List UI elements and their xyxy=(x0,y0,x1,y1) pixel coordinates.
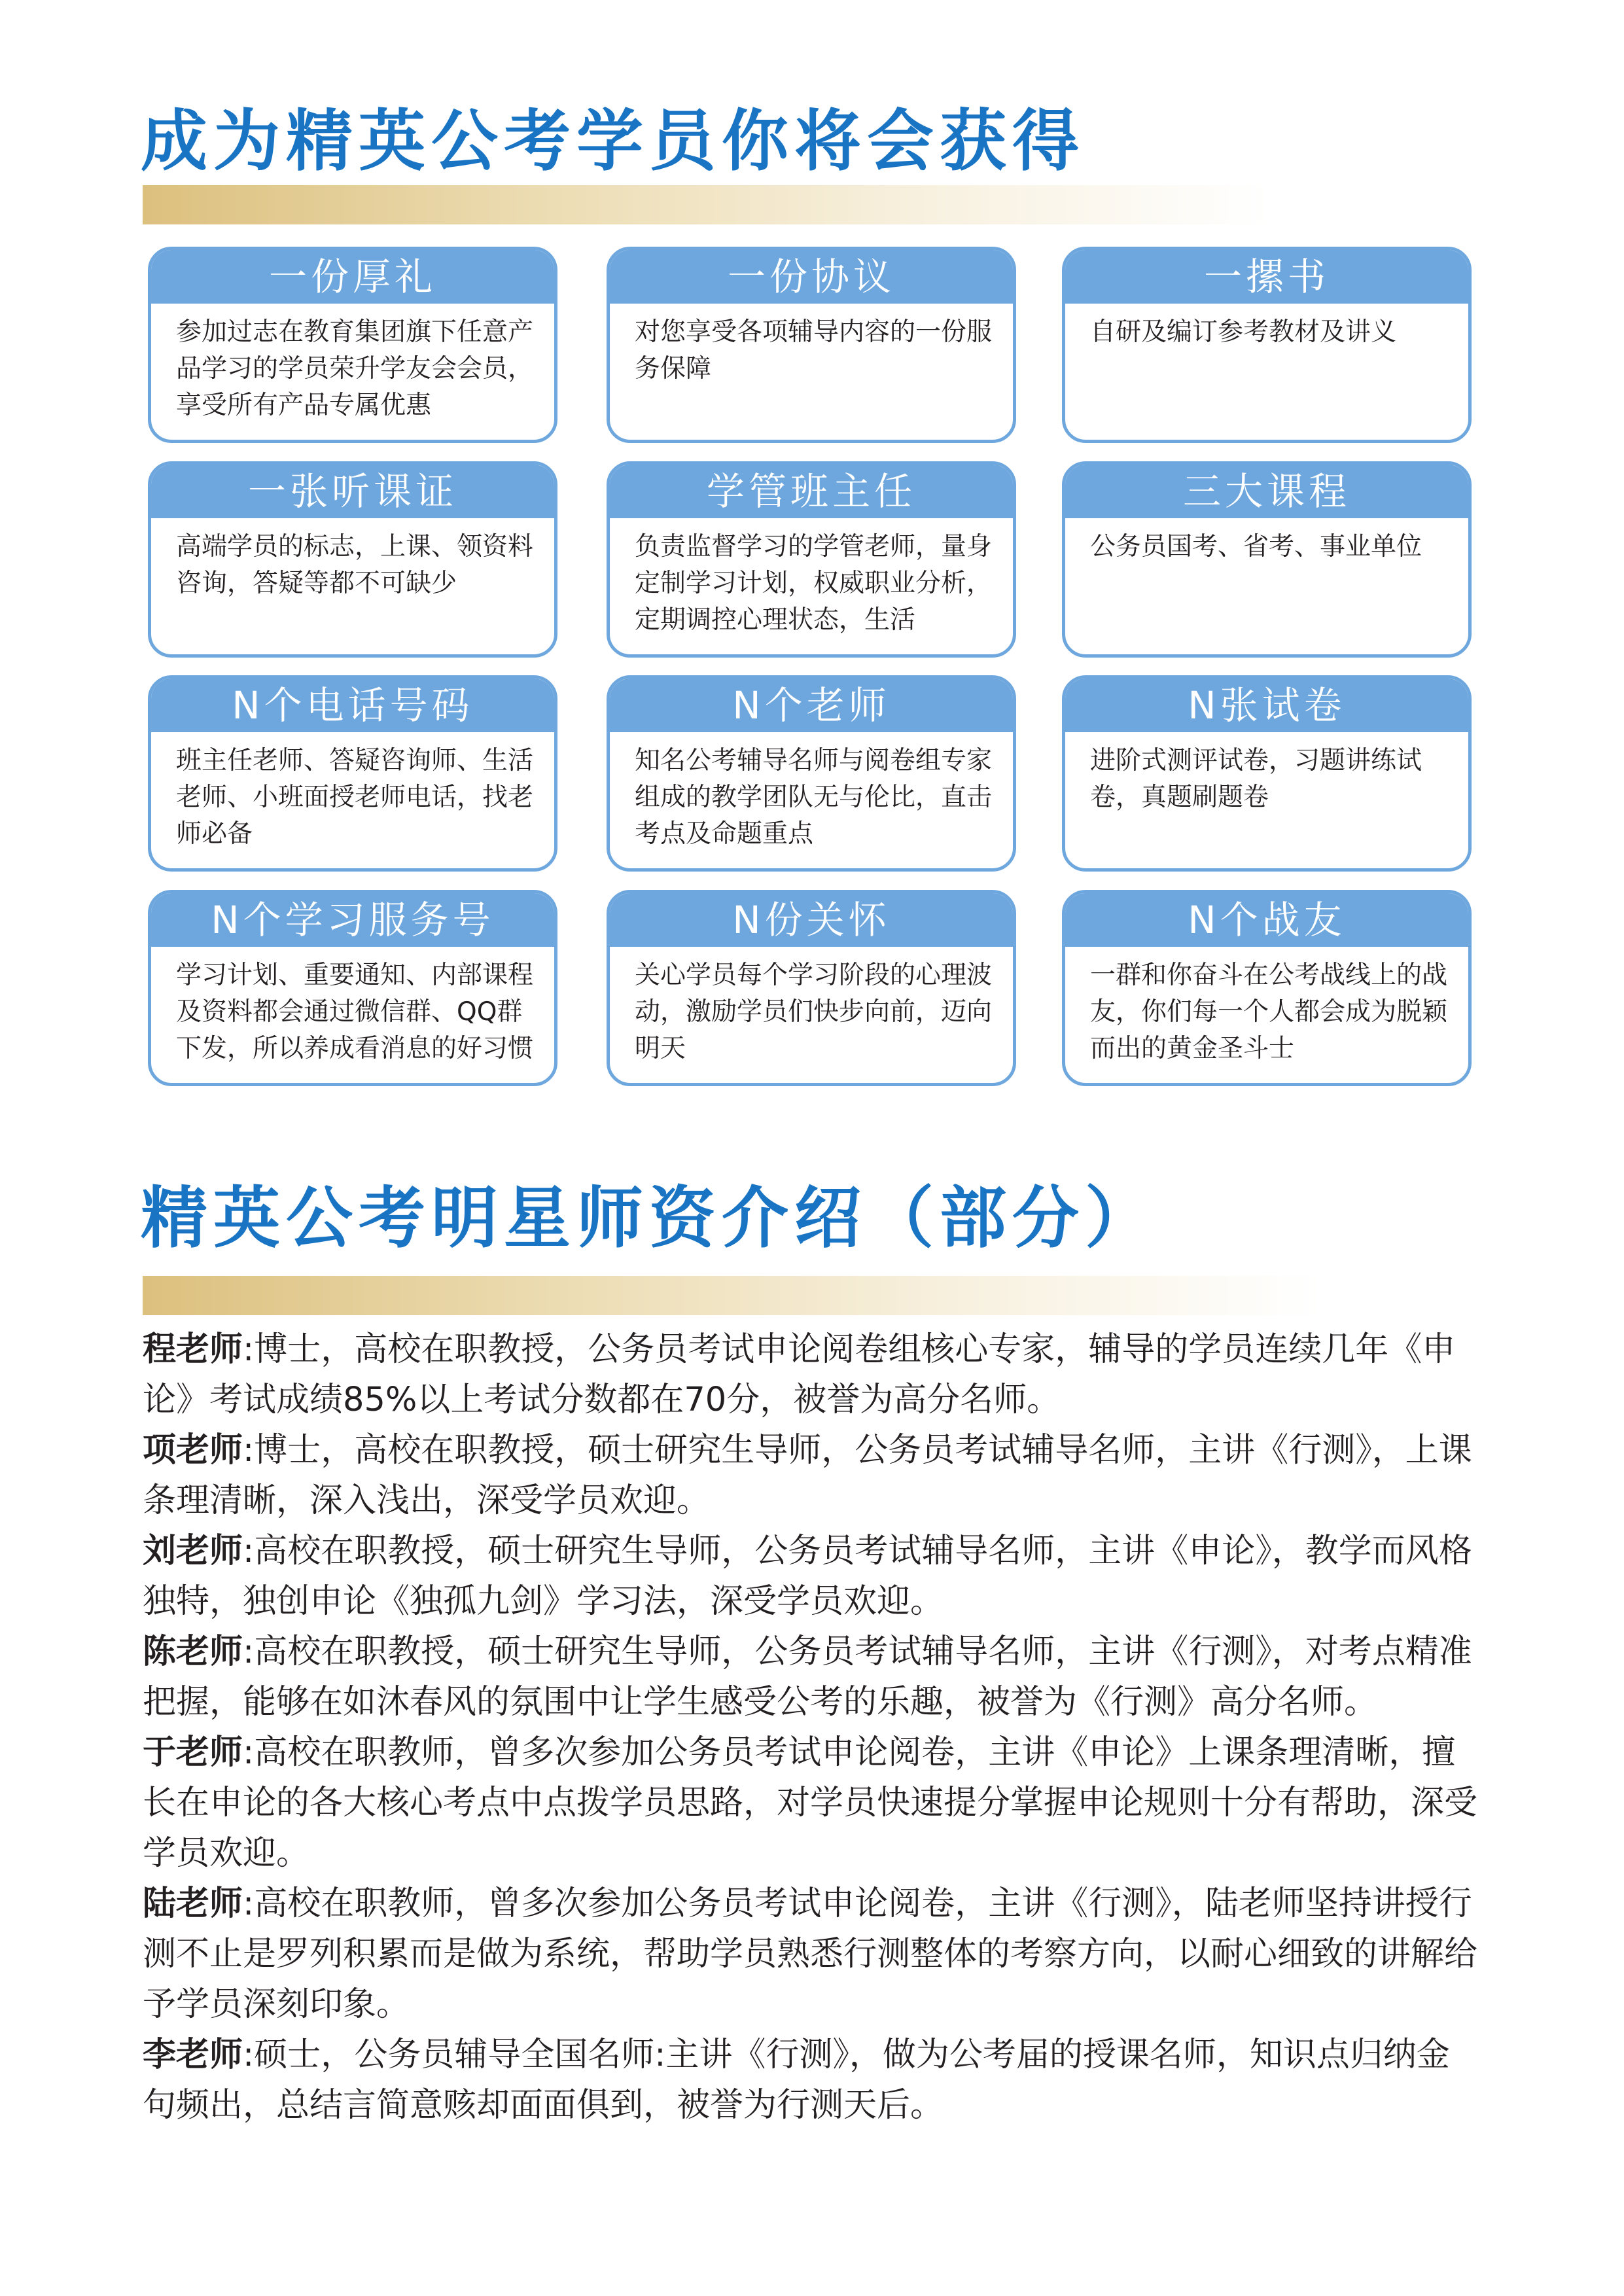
teacher-entry xyxy=(143,1324,1477,1425)
teacher-name: 于老师 xyxy=(143,1733,243,1772)
teacher-description: :博士，高校在职教授，硕士研究生导师，公务员考试辅导名师，主讲《行测》，上课条理清晰，深入浅出，深受学员欢迎。 xyxy=(143,1431,1472,1520)
benefit-card-title: N个学习服务号 xyxy=(151,893,554,947)
teacher-description: :博士，高校在职教授，公务员考试申论阅卷组核心专家，辅导的学员连续几年《申论》考试成绩85%以上考试分数都在70分，被誉为高分名师。 xyxy=(143,1330,1456,1419)
benefit-card-text: 一群和你奋斗在公考战线上的战友，你们每一个人都会成为脱颖而出的黄金圣斗士 xyxy=(1090,961,1448,1063)
benefit-card xyxy=(148,461,557,658)
benefit-card-title: 三大课程 xyxy=(1065,465,1468,518)
teacher-entry xyxy=(143,1425,1477,1526)
benefit-card-text: 关心学员每个学习阶段的心理波动，激励学员们快步向前，迈向明天 xyxy=(635,961,993,1063)
benefit-card-title: N张试卷 xyxy=(1065,679,1468,732)
teacher-name: 李老师 xyxy=(143,2036,243,2074)
benefit-card-text: 班主任老师、答疑咨询师、生活老师、小班面授老师电话，找老师必备 xyxy=(176,746,534,849)
section-title-benefits: 成为精英公考学员你将会获得 xyxy=(141,103,1085,181)
benefit-card-title: 学管班主任 xyxy=(610,465,1013,518)
benefit-card-title: 一份厚礼 xyxy=(151,250,554,304)
benefit-card-text: 知名公考辅导名师与阅卷组专家组成的教学团队无与伦比，直击考点及命题重点 xyxy=(635,746,993,849)
benefit-card-text: 自研及编订参考教材及讲义 xyxy=(1090,317,1397,347)
benefit-card xyxy=(1062,675,1472,872)
benefit-card xyxy=(1062,247,1472,443)
teacher-list xyxy=(143,1324,1477,2130)
benefit-card xyxy=(1062,890,1472,1086)
benefit-card xyxy=(607,890,1016,1086)
benefit-card xyxy=(148,247,557,443)
teacher-description: :高校在职教师，曾多次参加公务员考试申论阅卷，主讲《申论》上课条理清晰，擅长在申论的各大核心考点中点拨学员思路，对学员快速提分掌握申论规则十分有帮助，深受学员欢迎。 xyxy=(143,1733,1478,1873)
teacher-entry xyxy=(143,1879,1477,2030)
benefit-card-text: 负责监督学习的学管老师，量身定制学习计划，权威职业分析，定期调控心理状态，生活 xyxy=(635,532,993,635)
teacher-name: 陆老师 xyxy=(143,1884,243,1923)
benefit-card-text: 对您享受各项辅导内容的一份服务保障 xyxy=(635,317,993,383)
benefit-card-title: 一张听课证 xyxy=(151,465,554,518)
title-underline-bar xyxy=(143,1276,1320,1315)
benefit-card-title: N个老师 xyxy=(610,679,1013,732)
teacher-description: :硕士，公务员辅导全国名师:主讲《行测》，做为公考届的授课名师，知识点归纳金句频出，总结言简意赅却面面俱到，被誉为行测天后。 xyxy=(143,2036,1450,2125)
benefit-card-title: N个战友 xyxy=(1065,893,1468,947)
teacher-description: :高校在职教师，曾多次参加公务员考试申论阅卷，主讲《行测》，陆老师坚持讲授行测不止是罗列积累而是做为系统，帮助学员熟悉行测整体的考察方向，以耐心细致的讲解给予学员深刻印象。 xyxy=(143,1884,1478,2024)
teacher-name: 刘老师 xyxy=(143,1532,243,1570)
benefit-card-text: 学习计划、重要通知、内部课程及资料都会通过微信群、QQ群下发，所以养成看消息的好习惯 xyxy=(176,961,534,1063)
teacher-entry xyxy=(143,1526,1477,1627)
teacher-description: :高校在职教授，硕士研究生导师，公务员考试辅导名师，主讲《行测》，对考点精准把握，能够在如沐春风的氛围中让学生感受公考的乐趣，被誉为《行测》高分名师。 xyxy=(143,1633,1472,1722)
teacher-name: 陈老师 xyxy=(143,1633,243,1671)
benefit-card xyxy=(148,890,557,1086)
benefit-card-text: 高端学员的标志，上课、领资料咨询，答疑等都不可缺少 xyxy=(176,532,534,598)
benefit-card-title: N份关怀 xyxy=(610,893,1013,947)
benefit-card xyxy=(1062,461,1472,658)
teacher-name: 程老师 xyxy=(143,1330,243,1369)
benefit-card-text: 参加过志在教育集团旗下任意产品学习的学员荣升学友会会员，享受所有产品专属优惠 xyxy=(176,317,534,420)
benefit-card-title: 一摞书 xyxy=(1065,250,1468,304)
section-title-teachers: 精英公考明星师资介绍（部分） xyxy=(141,1180,1157,1258)
teacher-entry xyxy=(143,1727,1477,1879)
benefit-card xyxy=(607,675,1016,872)
benefit-card xyxy=(607,247,1016,443)
teacher-name: 项老师 xyxy=(143,1431,243,1470)
benefit-card-text: 公务员国考、省考、事业单位 xyxy=(1090,532,1422,561)
teacher-description: :高校在职教授，硕士研究生导师，公务员考试辅导名师，主讲《申论》，教学而风格独特，独创申论《独孤九剑》学习法，深受学员欢迎。 xyxy=(143,1532,1472,1621)
teacher-entry xyxy=(143,1627,1477,1727)
benefit-card-title: N个电话号码 xyxy=(151,679,554,732)
benefit-card-text: 进阶式测评试卷，习题讲练试卷，真题刷题卷 xyxy=(1090,746,1422,812)
benefit-card xyxy=(148,675,557,872)
benefit-card-title: 一份协议 xyxy=(610,250,1013,304)
title-underline-bar xyxy=(143,185,1268,224)
benefit-card xyxy=(607,461,1016,658)
teacher-entry xyxy=(143,2030,1477,2130)
